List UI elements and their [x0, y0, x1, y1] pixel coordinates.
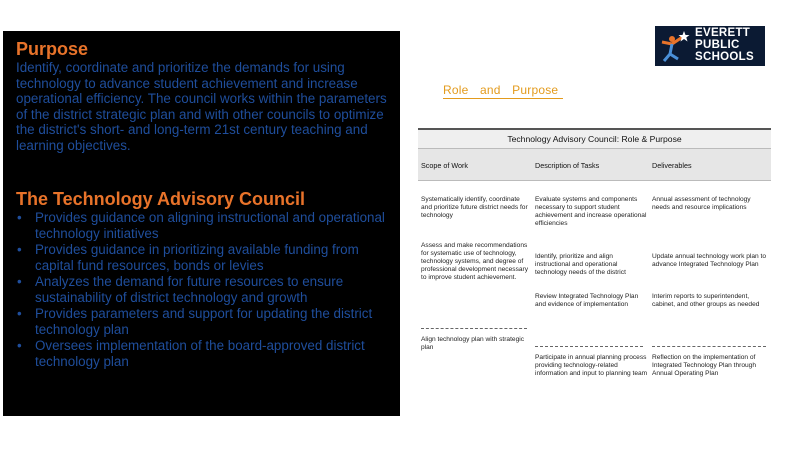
purpose-heading: Purpose — [16, 39, 89, 59]
dashed-divider — [421, 328, 527, 329]
table-cell: Evaluate systems and components necessary to support student achievement and increase operational efficiencies — [535, 196, 647, 227]
role-title-underline — [443, 98, 563, 99]
bullet-text: Oversees implementation of the board-approved district technology plan — [35, 338, 365, 370]
table-header-row — [418, 148, 771, 181]
table-cell: Align technology plan with strategic plan — [421, 336, 524, 351]
table-cell: Systematically identify, coordinate and prioritize future district needs for technology — [421, 196, 528, 219]
logo-line: PUBLIC — [695, 39, 740, 51]
header-deliverables: Deliverables — [652, 161, 692, 170]
table-cell: Interim reports to superintendent, cabinet, and other groups as needed — [652, 293, 760, 308]
header-scope-of-work: Scope of Work — [421, 161, 469, 170]
table-cell: Assess and make recommendations for systematic use of technology, technology systems, and degree of professional development necessary to improve student achievement. — [421, 242, 529, 281]
logo-line: EVERETT — [695, 27, 751, 39]
table-cell: Update annual technology work plan to advance Integrated Technology Plan — [652, 253, 767, 268]
council-bullet-list — [16, 210, 390, 371]
purpose-text: Identify, coordinate and prioritize the demands for using technology to advance student achievement and increase operational efficiency. The council works within the parameters of the district strategic plan and with other councils to optimize the district's short- and long-term 21st century teaching and learning objectives. — [16, 60, 387, 153]
logo-line: SCHOOLS — [695, 51, 754, 63]
bullet-text: Provides guidance on aligning instructional and operational technology initiatives — [35, 209, 385, 241]
table-body — [418, 181, 771, 401]
role-purpose-table — [418, 128, 771, 402]
logo-text — [695, 27, 754, 63]
everett-public-schools-logo — [655, 26, 765, 66]
role-purpose-title: Role and Purpose — [443, 83, 559, 97]
table-cell: Review Integrated Technology Plan and evidence of implementation — [535, 293, 639, 308]
council-heading: The Technology Advisory Council — [16, 188, 306, 209]
bullet-text: Provides parameters and support for updating the district technology plan — [35, 306, 373, 338]
bullet-item: • Provides guidance on aligning instructional and operational technology initiatives — [17, 209, 385, 241]
bullet-text: Analyzes the demand for future resources to ensure sustainability of district technology and growth — [35, 273, 344, 306]
dashed-divider — [652, 346, 766, 347]
left-text-panel — [3, 31, 400, 416]
bullet-text: Provides guidance in prioritizing available funding from capital fund resources, bonds or levies — [35, 241, 359, 273]
table-cell: Participate in annual planning process providing technology-related information and input to planning team — [535, 354, 648, 377]
bullet-item: • Analyzes the demand for future resources to ensure sustainability of district technology and growth — [17, 273, 344, 306]
star-figure-icon — [658, 28, 694, 64]
table-cell: Reflection on the implementation of Integrated Technology Plan through Annual Operating Plan — [652, 354, 756, 377]
table-cell: Annual assessment of technology needs and resource implications — [652, 196, 751, 211]
table-title: Technology Advisory Council: Role & Purpose — [418, 130, 771, 148]
header-description-of-tasks: Description of Tasks — [535, 161, 600, 170]
bullet-item: • Provides guidance in prioritizing available funding from capital fund resources, bonds or levies — [17, 241, 359, 273]
table-cell: Identify, prioritize and align instructional and operational technology needs of the district — [535, 253, 626, 276]
dashed-divider — [535, 346, 643, 347]
bullet-item: • Provides parameters and support for updating the district technology plan — [17, 306, 373, 338]
bullet-item: • Oversees implementation of the board-approved district technology plan — [17, 338, 365, 370]
